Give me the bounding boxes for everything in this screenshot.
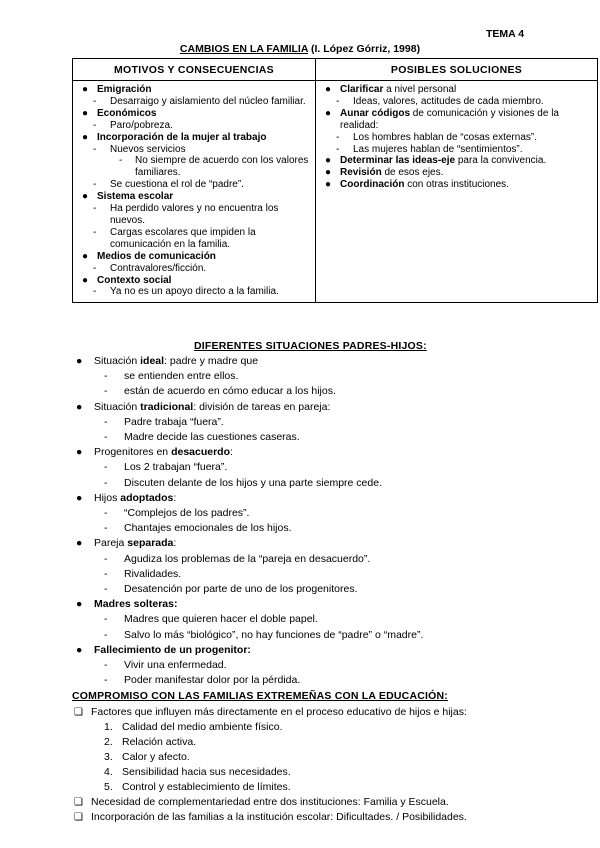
bullet-icon: ● xyxy=(325,155,332,167)
motivo-item xyxy=(79,191,311,203)
title-citation: (I. López Górriz, 1998) xyxy=(308,43,421,55)
motivo-subitem xyxy=(79,227,311,251)
motivo-subitem-text: Ya no es un apoyo directo a la familia. xyxy=(110,286,279,298)
compromiso-text: Factores que influyen más directamente en el proceso educativo de hijos e hijas: xyxy=(91,706,467,718)
situacion-item xyxy=(74,597,594,612)
dash-icon: - xyxy=(336,143,340,155)
situacion-item xyxy=(74,400,594,415)
solucion-rest: de comunicación y visiones de la realidad: xyxy=(340,107,559,131)
situacion-pre: Progenitores en xyxy=(94,446,172,459)
page-title xyxy=(0,43,600,55)
solucion-rest: a nivel personal xyxy=(383,84,457,95)
compromiso-item xyxy=(74,705,594,720)
solucion-subitem-text: Las mujeres hablan de “sentimientos”. xyxy=(353,143,523,155)
motivo-title: Económicos xyxy=(97,107,157,119)
bullet-icon: ● xyxy=(325,167,332,179)
situacion-subitem xyxy=(74,384,594,399)
numbered-text: Relación activa. xyxy=(122,736,197,748)
solucion-text xyxy=(340,179,509,191)
situacion-post: : padre y madre que xyxy=(164,355,259,367)
col-header-soluciones: POSIBLES SOLUCIONES xyxy=(316,59,598,81)
compromiso-text: Necesidad de complementariedad entre dos instituciones: Familia y Escuela. xyxy=(91,796,449,808)
situacion-item xyxy=(74,445,594,460)
motivo-subitem xyxy=(79,96,311,108)
situacion-subitem-text: Desatención por parte de uno de los progenitores. xyxy=(124,583,358,596)
numbered-text: Calidad del medio ambiente físico. xyxy=(122,721,283,733)
dash-icon: - xyxy=(104,370,108,383)
situacion-subitem xyxy=(74,521,594,536)
dash-icon: - xyxy=(104,674,108,687)
situacion-subitem xyxy=(74,612,594,627)
situacion-bold: tradicional xyxy=(140,400,194,413)
motivo-subitem-text: Se cuestiona el rol de “padre”. xyxy=(110,179,244,191)
situacion-subitem-text: Madres que quieren hacer el doble papel. xyxy=(124,613,318,626)
topic-label: TEMA 4 xyxy=(486,28,525,40)
motivo-subsubitem xyxy=(79,155,311,179)
solucion-rest: para la convivencia. xyxy=(455,155,547,167)
dash-icon: - xyxy=(336,131,340,143)
soluciones-list xyxy=(316,81,597,195)
dash-icon: - xyxy=(104,613,108,626)
compromiso-list xyxy=(74,705,594,825)
solucion-subitem xyxy=(322,132,593,144)
situacion-item xyxy=(74,643,594,658)
dash-icon: - xyxy=(104,522,108,535)
motivo-subitem-text: Ha perdido valores y no encuentra los nuevos. xyxy=(110,203,279,226)
situacion-subitem-text: “Complejos de los padres”. xyxy=(124,507,250,520)
motivos-list xyxy=(73,81,315,302)
motivo-item xyxy=(79,275,311,287)
dash-icon: - xyxy=(336,95,340,107)
situacion-subitem xyxy=(74,369,594,384)
numbered-text: Sensibilidad hacia sus necesidades. xyxy=(122,766,291,778)
situacion-subitem-text: Poder manifestar dolor por la pérdida. xyxy=(124,674,301,687)
motivo-subitem xyxy=(79,179,311,191)
compromiso-heading: COMPROMISO CON LAS FAMILIAS EXTREMEÑAS CON LA EDUCACIÓN: xyxy=(72,690,448,702)
motivo-title: Emigración xyxy=(97,84,152,95)
numbered-item xyxy=(74,720,594,735)
situacion-subitem-text: Agudiza los problemas de la “pareja en desacuerdo”. xyxy=(124,552,371,565)
situacion-pre: Situación xyxy=(94,400,141,413)
number-label: 5. xyxy=(104,781,113,793)
motivo-item xyxy=(79,132,311,144)
situacion-subitem-text: Padre trabaja “fuera”. xyxy=(124,415,224,428)
compromiso-text: Incorporación de las familias a la institución escolar: Dificultades. / Posibilidades. xyxy=(91,811,467,823)
col-header-motivos: MOTIVOS Y CONSECUENCIAS xyxy=(73,59,316,81)
dash-icon: - xyxy=(93,143,97,155)
checkbox-icon: ❏ xyxy=(74,797,83,808)
situacion-subitem-text: Discuten delante de los hijos y una parte siempre cede. xyxy=(124,476,382,489)
dash-icon: - xyxy=(104,415,108,428)
situacion-bold: Fallecimiento de un progenitor: xyxy=(94,643,251,656)
motivo-subitem-text: Desarraigo y aislamiento del núcleo familiar. xyxy=(110,95,306,107)
situacion-subitem xyxy=(74,415,594,430)
numbered-item xyxy=(74,780,594,795)
solucion-text xyxy=(340,84,456,96)
number-label: 3. xyxy=(104,751,113,763)
solucion-bold: Clarificar xyxy=(340,84,384,95)
motives-solutions-table xyxy=(72,58,598,303)
situacion-text xyxy=(94,491,176,506)
dash-icon: - xyxy=(104,628,108,641)
motivo-subitem-text: Paro/pobreza. xyxy=(110,119,173,131)
situacion-subitem-text: Los 2 trabajan “fuera”. xyxy=(124,461,228,474)
solucion-bold: Determinar las ideas-eje xyxy=(340,155,456,167)
situacion-subitem-text: Salvo lo más “biológico”, no hay funciones de “padre” o “madre”. xyxy=(124,628,424,641)
solucion-rest: con otras instituciones. xyxy=(404,179,509,191)
situacion-pre: Pareja xyxy=(94,537,128,550)
situacion-bold: adoptados xyxy=(120,491,174,504)
bullet-icon: ● xyxy=(76,598,83,611)
situacion-subitem xyxy=(74,552,594,567)
bullet-icon: ● xyxy=(76,400,83,413)
motivo-title: Sistema escolar xyxy=(97,191,174,203)
bullet-icon: ● xyxy=(325,84,332,95)
dash-icon: - xyxy=(93,203,97,215)
motivo-title: Medios de comunicación xyxy=(97,250,216,262)
bullet-icon: ● xyxy=(325,107,332,119)
situacion-text xyxy=(94,597,177,612)
situacion-subitem xyxy=(74,476,594,491)
solucion-text xyxy=(340,108,593,132)
numbered-item xyxy=(74,735,594,750)
motivo-subitem xyxy=(79,144,311,156)
dash-icon: - xyxy=(119,155,123,167)
motivo-subitem xyxy=(79,203,311,227)
checkbox-icon: ❏ xyxy=(74,812,83,823)
dash-icon: - xyxy=(104,385,108,398)
solucion-item xyxy=(322,108,593,132)
bullet-icon: ● xyxy=(82,107,89,119)
checkbox-icon: ❏ xyxy=(74,707,83,718)
situacion-text xyxy=(94,536,176,551)
dash-icon: - xyxy=(93,119,97,131)
situacion-subitem xyxy=(74,567,594,582)
solucion-bold: Revisión xyxy=(340,167,382,179)
situacion-post: : xyxy=(230,446,233,459)
dash-icon: - xyxy=(104,431,108,444)
situacion-text xyxy=(94,354,258,369)
situacion-post: : división de tareas en pareja: xyxy=(193,400,331,413)
solucion-item xyxy=(322,179,593,191)
dash-icon: - xyxy=(93,179,97,191)
solucion-subitem-text: Los hombres hablan de “cosas externas”. xyxy=(353,131,537,143)
solucion-text xyxy=(340,167,443,179)
bullet-icon: ● xyxy=(76,537,83,550)
situacion-subitem-text: Madre decide las cuestiones caseras. xyxy=(124,431,300,444)
dash-icon: - xyxy=(104,461,108,474)
motivo-item xyxy=(79,108,311,120)
title-main: CAMBIOS EN LA FAMILIA xyxy=(179,43,309,55)
motivo-title: Incorporación de la mujer al trabajo xyxy=(97,131,267,143)
motivo-subitem xyxy=(79,263,311,275)
solucion-item xyxy=(322,155,593,167)
bullet-icon: ● xyxy=(76,643,83,656)
situacion-subitem-text: están de acuerdo en cómo educar a los hijos. xyxy=(124,385,336,398)
motivo-title: Contexto social xyxy=(97,274,172,286)
situacion-text xyxy=(94,445,233,460)
motivo-subitem-text: Contravalores/ficción. xyxy=(110,262,207,274)
situacion-text xyxy=(94,643,251,658)
situacion-subitem-text: Chantajes emocionales de los hijos. xyxy=(124,522,292,535)
situaciones-heading: DIFERENTES SITUACIONES PADRES-HIJOS: xyxy=(194,340,427,352)
bullet-icon: ● xyxy=(325,179,332,191)
situacion-item xyxy=(74,354,594,369)
motivo-subitem xyxy=(79,286,311,298)
situacion-subitem-text: Rivalidades. xyxy=(124,567,182,580)
bullet-icon: ● xyxy=(76,491,83,504)
solucion-subitem xyxy=(322,144,593,156)
dash-icon: - xyxy=(104,507,108,520)
compromiso-item xyxy=(74,810,594,825)
situacion-subitem xyxy=(74,582,594,597)
dash-icon: - xyxy=(93,226,97,238)
situacion-bold: desacuerdo xyxy=(171,446,231,459)
dash-icon: - xyxy=(104,659,108,672)
solucion-subitem xyxy=(322,96,593,108)
compromiso-item xyxy=(74,795,594,810)
solucion-item xyxy=(322,167,593,179)
situacion-item xyxy=(74,491,594,506)
solucion-bold: Coordinación xyxy=(340,179,405,191)
number-label: 4. xyxy=(104,766,113,778)
bullet-icon: ● xyxy=(82,274,89,286)
situacion-text xyxy=(94,400,330,415)
dash-icon: - xyxy=(104,552,108,565)
numbered-item xyxy=(74,750,594,765)
solucion-item xyxy=(322,84,593,96)
dash-icon: - xyxy=(93,286,97,298)
situacion-item xyxy=(74,536,594,551)
motivo-subitem-text: Cargas escolares que impiden la comunicación en la familia. xyxy=(110,226,256,250)
bullet-icon: ● xyxy=(82,191,89,203)
situacion-subitem-text: Vivir una enfermedad. xyxy=(124,659,227,672)
bullet-icon: ● xyxy=(76,355,83,367)
situacion-bold: Madres solteras: xyxy=(94,598,178,611)
situacion-pre: Situación xyxy=(94,355,141,367)
dash-icon: - xyxy=(93,95,97,107)
situacion-subitem xyxy=(74,628,594,643)
situacion-subitem-text: se entienden entre ellos. xyxy=(124,370,239,383)
number-label: 2. xyxy=(104,736,113,748)
motivo-item xyxy=(79,251,311,263)
situacion-subitem xyxy=(74,460,594,475)
situacion-subitem xyxy=(74,658,594,673)
solucion-bold: Aunar códigos xyxy=(340,107,411,119)
situacion-subitem xyxy=(74,673,594,688)
numbered-text: Calor y afecto. xyxy=(122,751,190,763)
number-label: 1. xyxy=(104,721,113,733)
motivo-item xyxy=(79,84,311,96)
solucion-subitem-text: Ideas, valores, actitudes de cada miembro. xyxy=(353,95,544,107)
situacion-bold: ideal xyxy=(140,355,165,367)
motivo-subitem xyxy=(79,120,311,132)
dash-icon: - xyxy=(104,567,108,580)
bullet-icon: ● xyxy=(76,446,83,459)
solucion-text xyxy=(340,155,546,167)
situacion-pre: Hijos xyxy=(94,491,121,504)
numbered-text: Control y establecimiento de límites. xyxy=(122,781,291,793)
situacion-post: : xyxy=(173,491,177,504)
situacion-subitem xyxy=(74,430,594,445)
motivo-subsubitem-text: No siempre de acuerdo con los valores familiares. xyxy=(135,155,309,179)
situacion-subitem xyxy=(74,506,594,521)
bullet-icon: ● xyxy=(82,84,89,95)
numbered-item xyxy=(74,765,594,780)
situacion-bold: separada xyxy=(127,537,174,550)
bullet-icon: ● xyxy=(82,131,89,143)
dash-icon: - xyxy=(104,476,108,489)
dash-icon: - xyxy=(93,262,97,274)
solucion-rest: de esos ejes. xyxy=(381,167,444,179)
dash-icon: - xyxy=(104,583,108,596)
motivo-subitem-text: Nuevos servicios xyxy=(110,143,186,155)
bullet-icon: ● xyxy=(82,250,89,262)
situacion-post: : xyxy=(173,537,177,550)
situaciones-list xyxy=(74,354,594,688)
